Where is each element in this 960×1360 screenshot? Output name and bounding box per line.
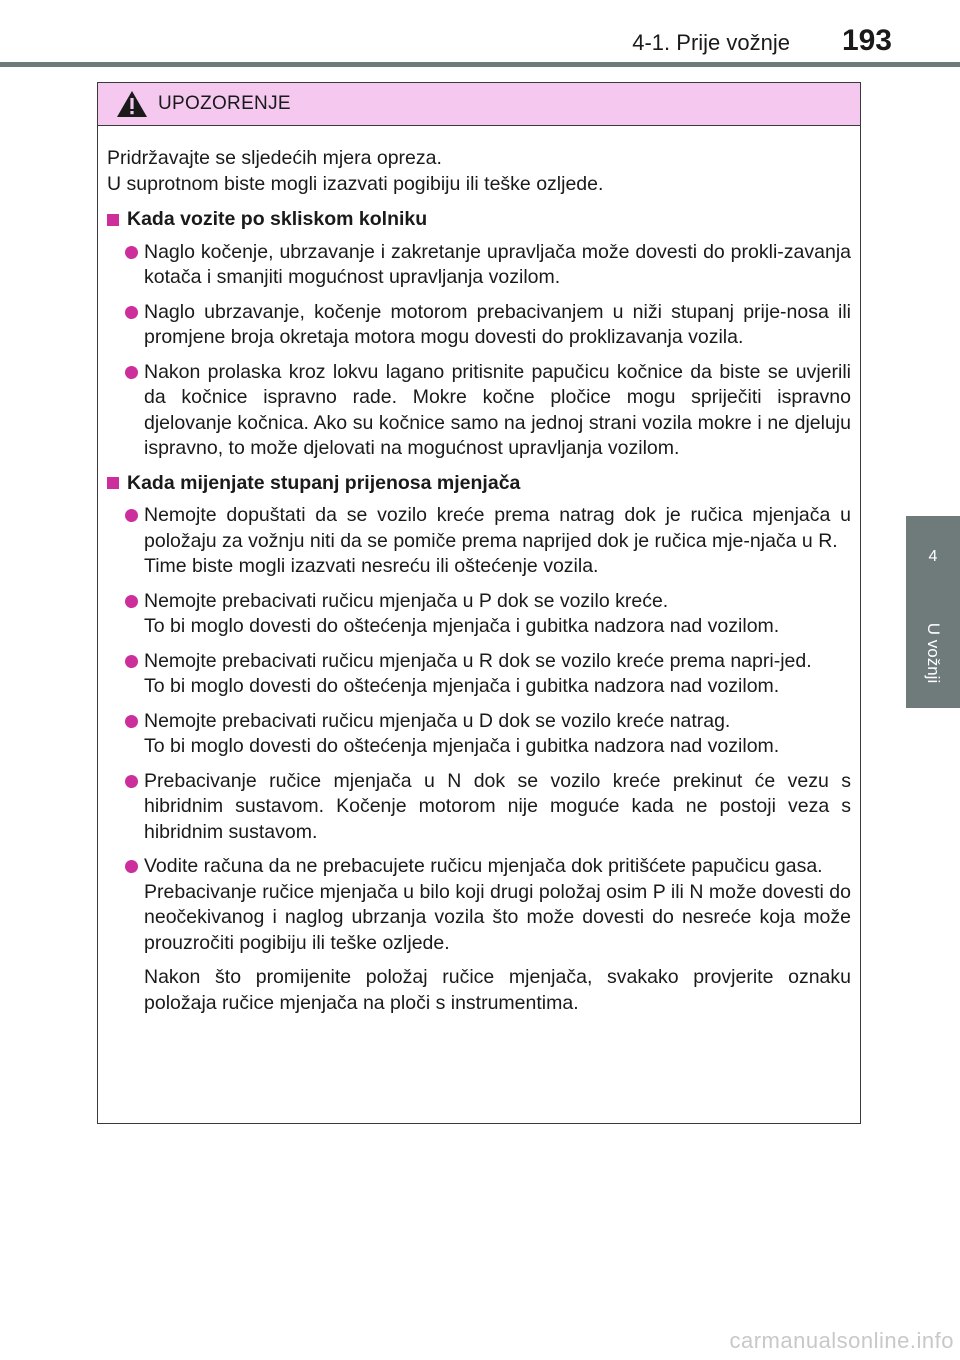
- round-bullet-icon: [125, 595, 138, 608]
- chapter-title: U vožnji: [924, 622, 943, 684]
- section-heading-text: Kada vozite po skliskom kolniku: [127, 208, 428, 230]
- bullet-item: [107, 854, 851, 956]
- bullet-text: Prebacivanje ručice mjenjača u bilo koji drugi položaj osim P ili N može dovesti do neočekivanog i naglog ubrzanja vozila što može dovesti do nesreće koja može prouzročiti pogibiju ili teške ozljede.: [144, 880, 851, 954]
- round-bullet-icon: [125, 306, 138, 319]
- bullet-text: Nakon prolaska kroz lokvu lagano pritisnite papučicu kočnice da biste se uvjerili da kočnice ispravno rade. Mokre kočne pločice mogu spriječiti ispravno djelovanje kočnica. Ako su kočnice samo na jednoj strani vozila mokre i ne djeluju ispravno, to može djelovati na mogućnost upravljanja vozilom.: [144, 360, 851, 459]
- bullet-item: [107, 769, 851, 846]
- bullet-text: Naglo ubrzavanje, kočenje motorom prebacivanjem u niži stupanj prije-nosa ili promjene broja okretaja motora mogu dovesti do proklizavanja vozila.: [144, 300, 851, 348]
- round-bullet-icon: [125, 775, 138, 788]
- page-number: 193: [841, 24, 892, 57]
- round-bullet-icon: [125, 715, 138, 728]
- bullet-item: [107, 240, 851, 291]
- section-heading-text: Kada mijenjate stupanj prijenosa mjenjača: [127, 471, 521, 494]
- square-bullet-icon: [107, 477, 119, 489]
- bullet-text: Vodite računa da ne prebacujete ručicu mjenjača dok pritišćete papučicu gasa.: [144, 855, 823, 877]
- bullet-item: [107, 503, 851, 580]
- square-bullet-icon: [107, 214, 119, 226]
- closing-note: Nakon što promijenite položaj ručice mjenjača, svakako provjerite oznaku položaja ručice mjenjača na ploči s instrumentima.: [144, 966, 851, 1014]
- intro-line: Pridržavajte se sljedećih mjera opreza.: [107, 147, 442, 169]
- section-heading: [107, 471, 851, 497]
- bullet-text: To bi moglo dovesti do oštećenja mjenjača i gubitka nadzora nad vozilom.: [144, 615, 780, 637]
- warning-triangle-icon: [116, 90, 148, 118]
- round-bullet-icon: [125, 366, 138, 379]
- warning-intro: [107, 146, 851, 197]
- warning-body: [98, 126, 860, 1016]
- chapter-number: 4: [928, 548, 938, 565]
- round-bullet-icon: [125, 860, 138, 873]
- bullet-text: Prebacivanje ručice mjenjača u N dok se vozilo kreće prekinut će vezu s hibridnim sustavom. Kočenje motorom nije moguće kada ne postoji veza s hibridnim sustavom.: [144, 769, 851, 843]
- bullet-text: To bi moglo dovesti do oštećenja mjenjača i gubitka nadzora nad vozilom.: [144, 735, 780, 757]
- bullet-text: To bi moglo dovesti do oštećenja mjenjača i gubitka nadzora nad vozilom.: [144, 675, 780, 697]
- bullet-item: [107, 300, 851, 351]
- header-rule: [0, 62, 960, 67]
- bullet-text: Naglo kočenje, ubrzavanje i zakretanje upravljača može dovesti do prokli-zavanja kotača i smanjiti mogućnost upravljanja vozilom.: [144, 240, 851, 288]
- warning-header: [98, 83, 860, 126]
- section-heading: [107, 207, 851, 233]
- bullet-text: Nemojte prebacivati ručicu mjenjača u D dok se vozilo kreće natrag.: [144, 709, 731, 732]
- chapter-label-tab: [906, 598, 960, 708]
- warning-title: UPOZORENJE: [158, 93, 291, 114]
- bullet-item: [107, 360, 851, 462]
- round-bullet-icon: [125, 655, 138, 668]
- bullet-text: Nemojte dopuštati da se vozilo kreće prema natrag dok je ručica mjenjača u položaju za vožnju niti da se pomiče prema naprijed dok je ručica mje-njača u R.: [144, 504, 851, 552]
- warning-box: [97, 82, 861, 1124]
- round-bullet-icon: [125, 246, 138, 259]
- bullet-item: [107, 649, 851, 700]
- round-bullet-icon: [125, 509, 138, 522]
- chapter-tab: [906, 516, 960, 598]
- section-title: 4-1. Prije vožnje: [632, 30, 790, 55]
- watermark: carmanualsonline.info: [729, 1328, 954, 1353]
- bullet-item: [107, 589, 851, 640]
- bullet-text: Nemojte prebacivati ručicu mjenjača u R dok se vozilo kreće prema napri-jed.: [144, 649, 812, 672]
- bullet-text: Nemojte prebacivati ručicu mjenjača u P dok se vozilo kreće.: [144, 589, 669, 612]
- bullet-text: Time biste mogli izazvati nesreću ili oštećenje vozila.: [144, 555, 599, 577]
- intro-line: U suprotnom biste mogli izazvati pogibiju ili teške ozljede.: [107, 172, 604, 195]
- bullet-item: [107, 709, 851, 760]
